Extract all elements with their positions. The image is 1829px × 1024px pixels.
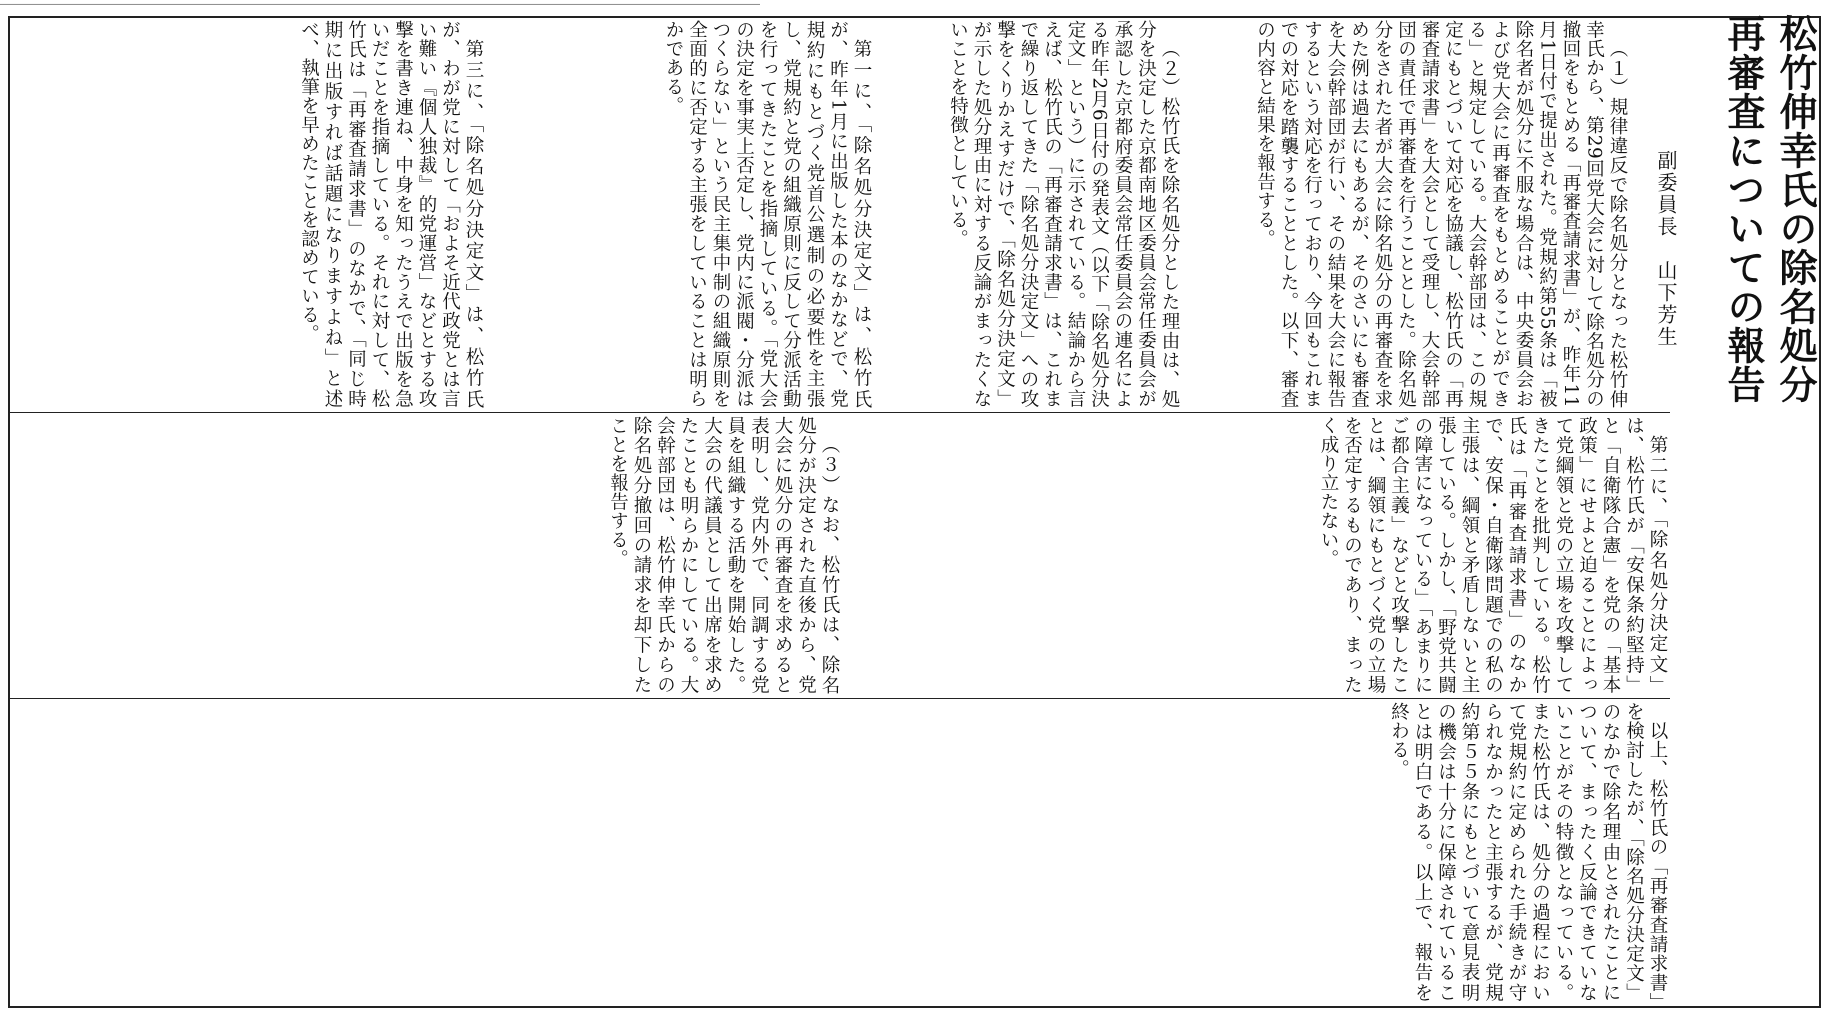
column-section-second <box>849 416 1669 694</box>
column-intro <box>1189 20 1629 408</box>
frame-left <box>8 16 10 1008</box>
article-title <box>1671 14 1821 409</box>
paragraph-section-2: （２）松竹氏を除名処分とした理由は、処分を決定した京都南地区委員会常任委員会が承認した京都府委員会常任委員会の連名による昨年2月6日付の発表文（以下「除名処分決定文」という）に示されている。結論から言えば、松竹氏の「再審査請求書」は、これまで繰り返してきた「除名処分決定文」への攻撃をくりかえすだけで、「除名処分決定文」が示した処分理由に対する反論がまったくないことを特徴としている。 <box>947 20 1180 408</box>
title-line-1: 松竹伸幸氏の除名処分 <box>1773 14 1817 404</box>
paragraph-section-third: 第三に、「除名処分決定文」は、松竹氏が、わが党に対して「およそ近代政党とは言い難い『個人独裁』的党運営」などとする攻撃を書き連ね、中身を知ったうえで出版を急いだことを指摘している。それに対して、松竹氏は「再審査請求書」のなかで、「同じ時期に出版すれば話題になりますよね」と述べ、執筆を早めたことを認めている。 <box>298 20 484 408</box>
paragraph-section-3: （３）なお、松竹氏は、除名処分が決定された直後から、党大会に処分の再審査を求めると表明し、党内外で、同調する党員を組織する活動を開始した。大会の代議員として出席を求めたことも明らかにしている。大会幹部団は、松竹伸幸氏からの除名処分撤回の請求を却下したことを報告する。 <box>607 416 840 694</box>
title-line-2: 再審査についての報告 <box>1721 14 1765 404</box>
paragraph-intro: （１）規律違反で除名処分となった松竹伸幸氏から、第29回党大会に対して除名処分の撤回をもとめる「再審査請求書」が、昨年11月1日付で提出された。党規約第55条は「被除名者が処分に不服な場合は、中央委員会および党大会に再審査をもとめることができる」と規定している。大会幹部団は、この規定にもとづいて対応を協議し、松竹氏の「再審査請求書」を大会として受理し、大会幹部団の責任で再審査を行うこととした。除名処分をされた者が大会に除名処分の再審査を求めた例は過去にもあるが、そのさいにも審査を大会幹部団が行い、その結果を大会に報告するという対応を行っており、今回もこれまでの対応を踏襲することとした。以下、審査の内容と結果を報告する。 <box>1254 20 1628 408</box>
paragraph-section-first: 第一に、「除名処分決定文」は、松竹氏が、昨年1月に出版した本のなかなどで、党規約にもとづく党首公選制の必要性を主張し、党規約と党の組織原則に反して分派活動を行ってきたことを指摘している。「党大会の決定を事実上否定し、党内に派閥・分派はつくらない」という民主集中制の組織原則を全面的に否定する主張をしていることは明らかである。 <box>663 20 872 408</box>
header-strip: ―――――――――――――――――――――――――――――――――――――――――――――――――――――――――――――――――――――――――――― <box>0 0 760 10</box>
article-byline: 副委員長 山下芳生 <box>1654 150 1678 348</box>
column-conclusion <box>15 702 1669 1002</box>
column-section-third-top <box>15 20 485 408</box>
row-divider-1 <box>10 412 1670 413</box>
column-section-2 <box>881 20 1181 408</box>
paragraph-conclusion: 以上、松竹氏の「再審査請求書」を検討したが、「除名処分決定文」のなかで除名理由とされたことについて、まったく反論できていないことがその特徴となっている。また松竹氏は、処分の過程において党規約に定められた手続きが守られなかったと主張するが、党規約第５５条にもとづいて意見表明の機会は十分に保障されていることは明白である。以上で、報告を終わる。 <box>1388 702 1668 1002</box>
frame-top <box>8 16 1821 18</box>
frame-bottom <box>8 1006 1821 1008</box>
column-section-3 <box>15 416 841 694</box>
row-divider-2 <box>10 698 1670 699</box>
paragraph-section-second: 第二に、「除名処分決定文」は、松竹氏が「安保条約堅持」と「自衛隊合憲」を党の「基本政策」にせよと迫ることによって党綱領と党の立場を攻撃してきたことを批判している。松竹氏は「再審査請求書」のなかで、安保・自衛隊問題での私の主張は、綱領と矛盾しないと主張している。しかし、「野党共闘の障害になっている」「あまりにご都合主義」などと攻撃したことは、綱領にもとづく党の立場を否定するものであり、まったく成り立たない。 <box>1318 416 1668 694</box>
column-section-first <box>493 20 873 408</box>
